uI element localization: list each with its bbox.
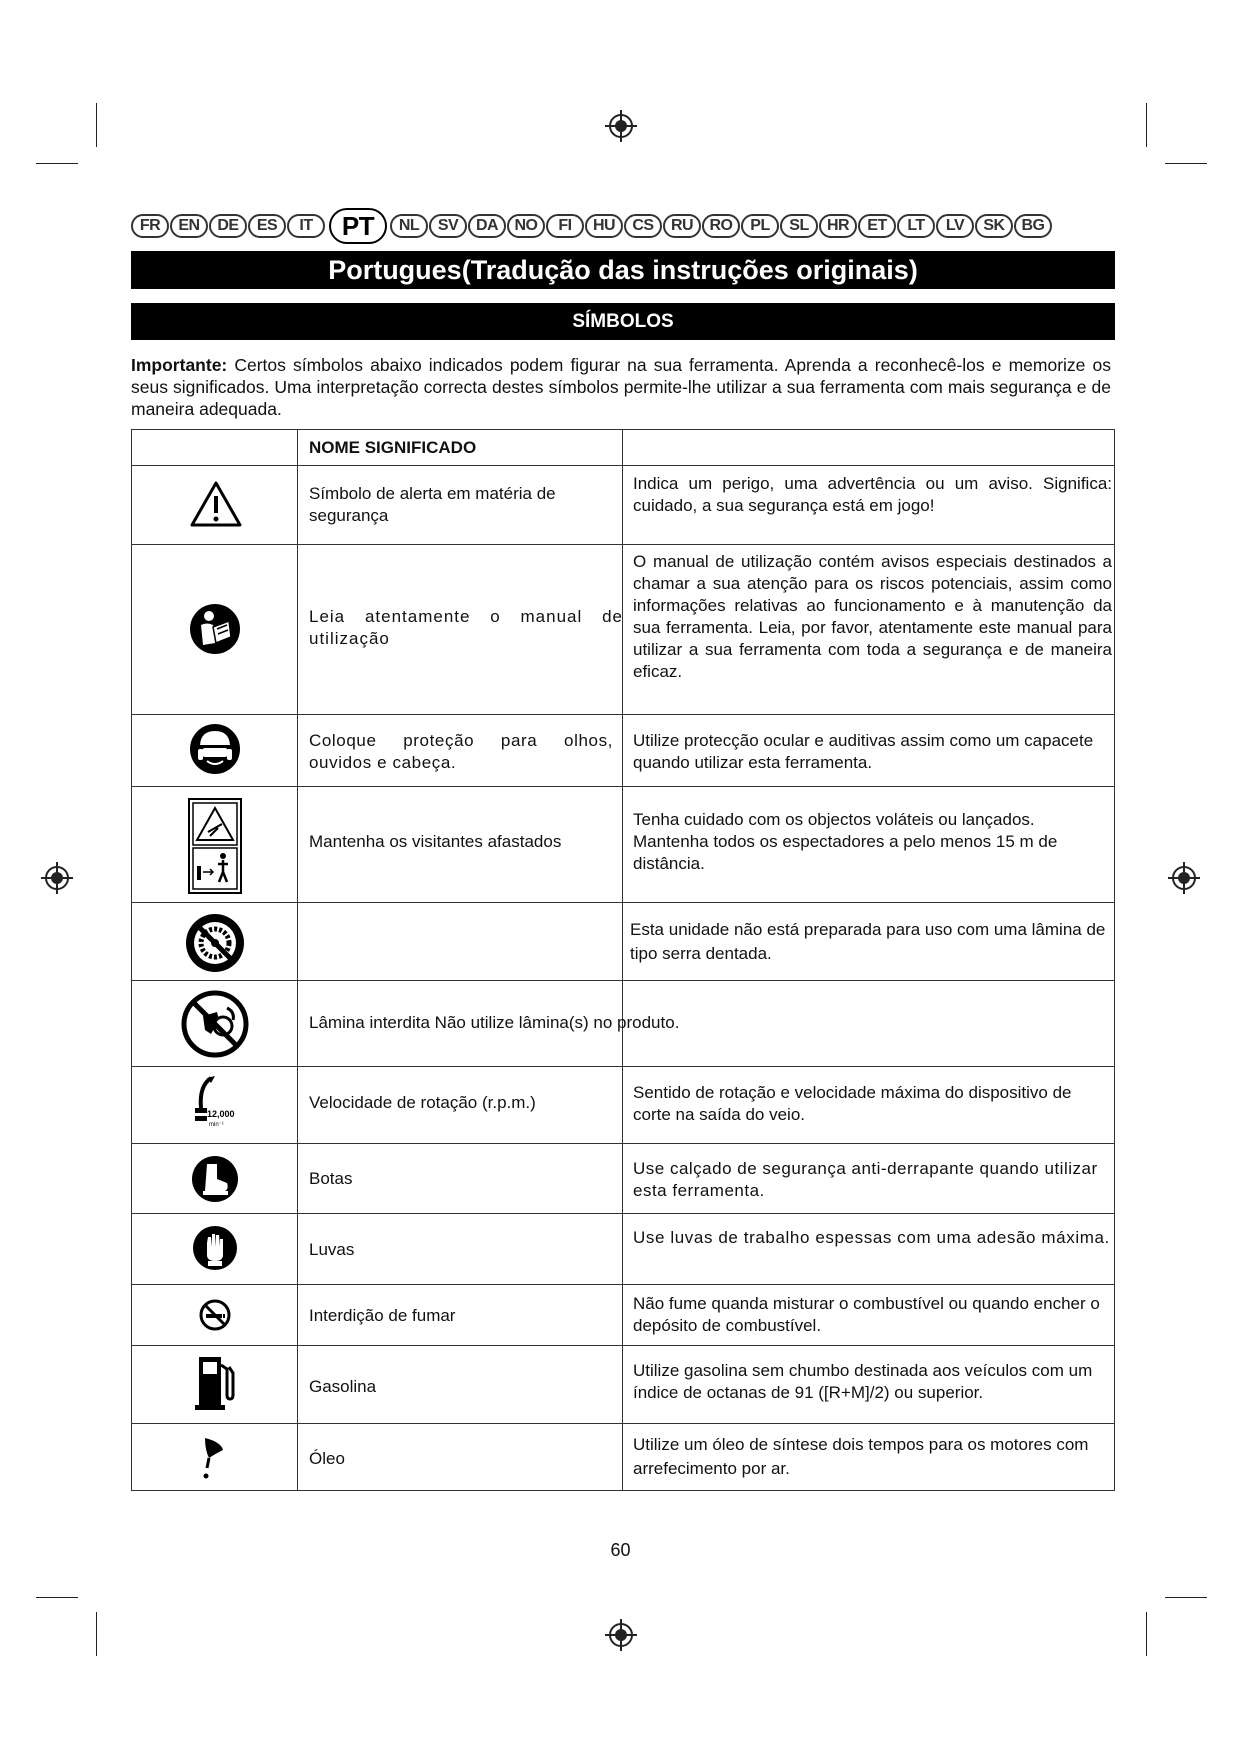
- intro-bold: Importante:: [131, 355, 228, 375]
- lang-badge[interactable]: ET: [858, 214, 896, 238]
- lang-badge[interactable]: CS: [624, 214, 662, 238]
- symbol-meaning: Utilize gasolina sem chumbo destinada aos veículos com um índice de octanas de 91 ([R+M]/2) ou superior.: [633, 1361, 1093, 1402]
- no-smoking-icon: [199, 1299, 231, 1331]
- crop-mark: [36, 1597, 78, 1598]
- symbol-meaning: Utilize protecção ocular e auditivas assim como um capacete quando utilizar esta ferramenta.: [633, 731, 1094, 772]
- symbol-name: Leia atentamente o manual de utilização: [309, 607, 623, 648]
- lang-badge[interactable]: FI: [546, 214, 584, 238]
- crop-mark: [1146, 1612, 1147, 1656]
- table-header-cell: [622, 429, 1115, 466]
- symbol-meaning: Não fume quanda misturar o combustível ou quando encher o depósito de combustível.: [633, 1294, 1100, 1335]
- lang-badge[interactable]: NL: [390, 214, 428, 238]
- crop-mark: [96, 1612, 97, 1656]
- table-row: [297, 902, 623, 981]
- crop-mark: [1165, 1597, 1207, 1598]
- registration-mark-icon: [1166, 860, 1202, 896]
- crop-mark: [1165, 163, 1207, 164]
- symbol-name: Lâmina interdita Não utilize lâmina(s) no produto.: [309, 1013, 680, 1032]
- lang-badge[interactable]: EN: [170, 214, 208, 238]
- lang-badge[interactable]: PL: [741, 214, 779, 238]
- lang-badge-active[interactable]: PT: [329, 208, 387, 244]
- symbols-table: [131, 429, 1115, 1491]
- lang-badge[interactable]: SV: [429, 214, 467, 238]
- lang-badge[interactable]: HU: [585, 214, 623, 238]
- gasoline-pump-icon: [195, 1355, 235, 1411]
- symbol-name: Velocidade de rotação (r.p.m.): [309, 1093, 536, 1112]
- symbol-name: Gasolina: [309, 1377, 377, 1396]
- read-manual-icon: [189, 603, 241, 655]
- page-title: Portugues(Tradução das instruções originais): [131, 251, 1115, 289]
- symbol-meaning: O manual de utilização contém avisos especiais destinados a chamar a sua atenção para os riscos potenciais, assim como informações relativas ao funcionamento e à manutenção da sua ferramenta. Leia, por favor, atentamente este manual para utilizar a sua ferramenta com toda a segurança e de maneira eficaz.: [633, 552, 1112, 681]
- rpm-value: 12,000: [207, 1109, 235, 1119]
- eye-ear-head-protection-icon: [189, 723, 241, 775]
- lang-badge[interactable]: SK: [975, 214, 1013, 238]
- language-selector: [131, 208, 1111, 244]
- table-header-cell: [131, 429, 298, 466]
- symbol-meaning: Use calçado de segurança anti-derrapante quando utilizar esta ferramenta.: [633, 1159, 1098, 1200]
- rpm-unit: min⁻¹: [209, 1122, 224, 1128]
- symbol-meaning: Use luvas de trabalho espessas com uma adesão máxima.: [633, 1228, 1110, 1247]
- gloves-icon: [192, 1225, 238, 1271]
- symbol-meaning: Utilize um óleo de síntese dois tempos para os motores com arrefecimento por ar.: [633, 1435, 1089, 1478]
- warning-triangle-icon: [190, 481, 242, 527]
- lang-badge[interactable]: DA: [468, 214, 506, 238]
- lang-badge[interactable]: LT: [897, 214, 935, 238]
- symbol-meaning: Indica um perigo, uma advertência ou um aviso. Significa: cuidado, a sua segurança está em jogo!: [633, 474, 1112, 515]
- crop-mark: [1146, 103, 1147, 147]
- lang-badge[interactable]: RU: [663, 214, 701, 238]
- lang-badge[interactable]: FR: [131, 214, 169, 238]
- symbol-name: Mantenha os visitantes afastados: [309, 832, 562, 851]
- safety-boots-icon: [191, 1155, 239, 1203]
- symbol-meaning: Esta unidade não está preparada para uso com uma lâmina de tipo serra dentada.: [630, 920, 1106, 963]
- rotation-speed-icon: [193, 1074, 239, 1136]
- crop-mark: [36, 163, 78, 164]
- symbol-name: Interdição de fumar: [309, 1306, 456, 1325]
- symbol-meaning: Sentido de rotação e velocidade máxima do dispositivo de corte na saída do veio.: [633, 1083, 1072, 1124]
- no-saw-blade-icon: [185, 913, 245, 973]
- symbol-name: Coloque proteção para olhos, ouvidos e cabeça.: [309, 731, 613, 772]
- page-number: 60: [610, 1540, 631, 1560]
- symbol-name: Símbolo de alerta em matéria de segurança: [309, 484, 556, 525]
- lang-badge[interactable]: NO: [507, 214, 545, 238]
- lang-badge[interactable]: LV: [936, 214, 974, 238]
- intro-paragraph: [131, 354, 1111, 420]
- oil-drop-icon: [199, 1434, 227, 1482]
- lang-badge[interactable]: SL: [780, 214, 818, 238]
- blade-prohibited-icon: [181, 990, 249, 1058]
- lang-badge[interactable]: IT: [287, 214, 325, 238]
- symbol-name: Óleo: [309, 1449, 345, 1468]
- registration-mark-icon: [603, 108, 639, 144]
- registration-mark-icon: [39, 860, 75, 896]
- symbol-meaning: Tenha cuidado com os objectos voláteis ou lançados. Mantenha todos os espectadores a pelo menos 15 m de distância.: [633, 810, 1058, 873]
- lang-badge[interactable]: RO: [702, 214, 740, 238]
- symbol-name: Botas: [309, 1169, 353, 1188]
- lang-badge[interactable]: ES: [248, 214, 286, 238]
- keep-bystanders-away-icon: [188, 798, 242, 894]
- symbol-name: Luvas: [309, 1240, 355, 1259]
- intro-text: Certos símbolos abaixo indicados podem figurar na sua ferramenta. Aprenda a reconhecê-los e memorize os seus significados. Uma interpretação correcta destes símbolos permite-lhe utilizar a sua ferramenta com mais segurança e de maneira adequada.: [131, 355, 1111, 419]
- crop-mark: [96, 103, 97, 147]
- registration-mark-icon: [603, 1617, 639, 1653]
- table-header-label: NOME SIGNIFICADO: [309, 438, 477, 457]
- lang-badge[interactable]: HR: [819, 214, 857, 238]
- lang-badge[interactable]: DE: [209, 214, 247, 238]
- section-title: SÍMBOLOS: [131, 303, 1115, 340]
- lang-badge[interactable]: BG: [1014, 214, 1052, 238]
